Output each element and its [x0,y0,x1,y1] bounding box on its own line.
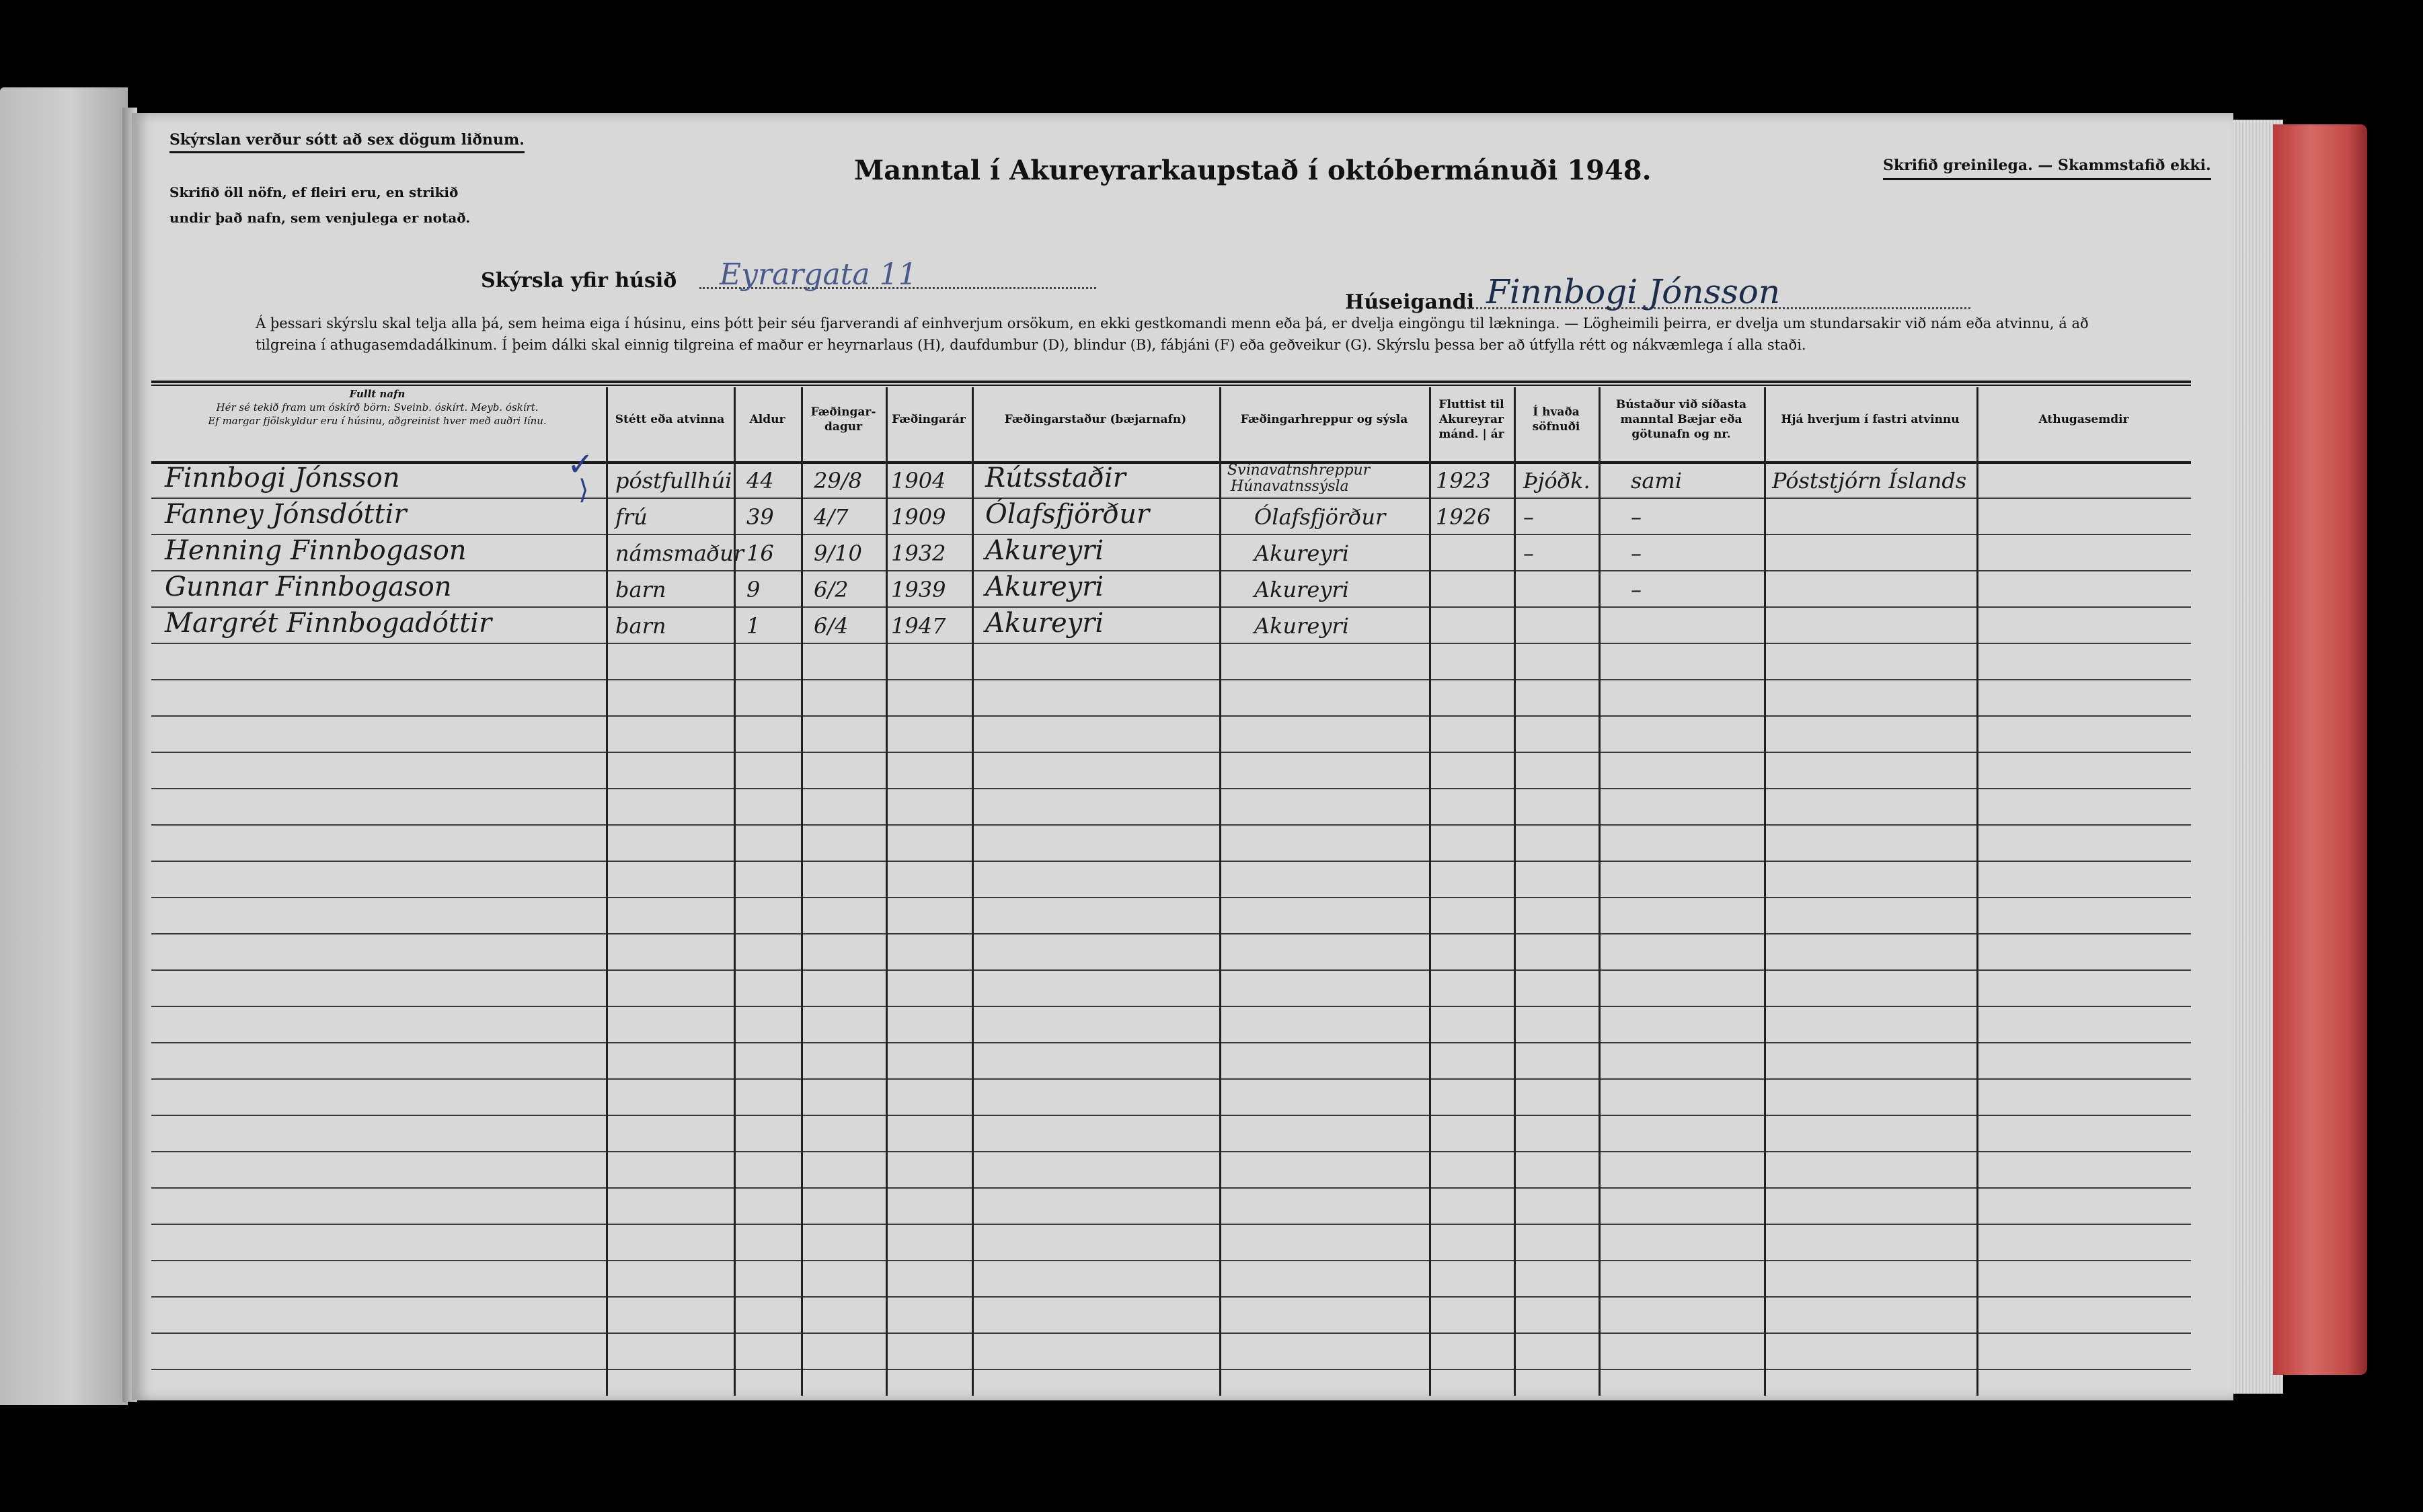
write-clearly-note: Skrifið greinilega. — Skammstafið ekki. [1883,157,2211,180]
employer-cell: Póststjórn Íslands [1772,468,1967,493]
check-mark: ✓ [567,446,594,483]
birthplace-cell: Akureyri [985,571,1104,602]
row-rule [151,1115,2191,1116]
birthplace-cell: Akureyri [985,608,1104,639]
congregation-column-header: Í hvaða söfnuði [1532,405,1580,434]
submission-note: Skýrslan verður sótt að sex dögum liðnum. [169,131,525,153]
birthday-cell: 29/8 [814,468,862,493]
row-rule [151,1296,2191,1298]
moved-cell [1436,531,1510,566]
birthplace-column-header: Fæðingarstaður (bæjarnafn) [1004,413,1187,426]
row-rule [151,1078,2191,1080]
birthyear-column-header: Fæðingarár [892,413,966,426]
header-top-rule [151,381,2191,383]
form-instructions: Á þessari skýrslu skal telja alla þá, sem heima eiga í húsinu, eins þótt þeir séu fjarverandi af einhverjum orsökum, en ekki gestkomandi menn eða þá, er dvelja eingöngu til lækninga. — Lögheimili þeirra, er dvelja um stundarsakir við nám eða atvinnu, á að tilgreina í athugasemdadálkinum. Í þeim dálki skal einnig tilgreina ef maður er heyrnarlaus (H), daufdumbur (D), blindur (B), fábjáni (F) eða geðveikur (G). Skýrslu þessa ber að útfylla rétt og nákvæmlega í alla staði. [256,315,2089,353]
birthday-cell: 4/7 [814,504,849,530]
employer-column-header: Hjá hverjum í fastri atvinnu [1781,413,1960,426]
occupation-cell: barn [615,577,666,602]
row-rule [151,1332,2191,1334]
moved-cell: 1923 [1436,468,1491,493]
house-label: Skýrsla yfir húsið [481,269,677,292]
birthparish-cell: Akureyri [1254,577,1349,602]
birthyear-cell: 1932 [891,541,946,566]
birthday-column-header: Fæðingar-dagur [810,405,876,434]
row-rule [151,643,2191,644]
row-rule [151,969,2191,971]
column-rule [886,387,888,1396]
age-cell: 9 [746,577,761,602]
row-rule [151,1369,2191,1370]
birthyear-cell: 1939 [891,577,946,602]
name-column-note-2: Ef margar fjölskyldur eru í húsinu, aðgreinist hver með auðri línu. [208,415,547,427]
owner-label: Húseigandi [1345,290,1475,314]
last-residence-column-header: Bústaður við síðasta manntal Bæjar eða götunafn og nr. [1615,398,1747,441]
name-column-header [155,387,599,428]
last-residence-cell: – [1631,577,1642,602]
column-rule [1976,387,1978,1396]
column-rule [1429,387,1431,1396]
moved-cell: 1926 [1436,504,1491,530]
names-note-line-2: undir það nafn, sem venjulega er notað. [169,210,471,226]
remarks-column-header: Athugasemdir [2038,413,2129,426]
age-cell: 39 [746,504,774,530]
row-rule [151,679,2191,680]
occupation-cell: námsmaður [615,541,744,566]
row-rule [151,933,2191,934]
row-rule [151,1187,2191,1189]
person-name: Henning Finnbogason [165,535,467,566]
house-value-handwritten: Eyrargata 11 [699,257,1096,289]
names-note-line-1: Skrifið öll nöfn, ef fleiri eru, en strikið [169,184,459,200]
row-rule [151,1042,2191,1043]
row-rule [151,861,2191,862]
age-cell: 44 [746,468,774,493]
occupation-cell: póstfullhúi [615,468,732,493]
employer-cell [1772,604,1974,639]
column-rule [972,387,974,1396]
column-rule [801,387,803,1396]
employer-cell [1772,495,1974,530]
last-residence-cell [1631,604,1752,639]
employer-cell [1772,567,1974,602]
age-column-header: Aldur [749,413,785,426]
occupation-cell: barn [615,613,666,639]
occupation-column-header: Stétt eða atvinna [615,413,725,426]
congregation-cell [1523,604,1590,639]
column-rule [1764,387,1766,1396]
row-rule [151,1260,2191,1261]
moved-cell [1436,567,1510,602]
header-top-rule [151,385,2191,386]
row-rule [151,1006,2191,1007]
birthparish-cell: Svínavatnshreppur [1227,462,1371,479]
birthyear-cell: 1909 [891,504,946,530]
row-rule [151,788,2191,789]
bracket-mark: ⟩ [578,475,589,506]
birthday-cell: 6/4 [814,613,849,639]
column-rule [606,387,608,1396]
birthparish-cell: Akureyri [1254,613,1349,639]
birthparish-cell-line-2: Húnavatnssýsla [1231,478,1349,495]
birthparish-cell: Ólafsfjörður [1254,504,1386,530]
column-rule [1514,387,1516,1396]
age-cell: 16 [746,541,774,566]
name-column-note-1: Hér sé tekið fram um óskírð börn: Sveinb. óskírt. Meyb. óskírt. [216,401,539,413]
birthparish-cell: Akureyri [1254,541,1349,566]
row-rule [151,715,2191,717]
row-rule [151,897,2191,898]
census-table [151,381,2191,1396]
moved-column-header: Fluttist til Akureyrar mánd. | ár [1438,398,1504,441]
last-residence-cell: – [1631,541,1642,566]
row-rule [151,1151,2191,1152]
birthplace-cell: Akureyri [985,535,1104,566]
person-name: Finnbogi Jónsson [165,463,400,493]
occupation-cell: frú [615,504,648,530]
birthyear-cell: 1947 [891,613,946,639]
congregation-cell: – [1523,504,1534,530]
birthday-cell: 9/10 [814,541,862,566]
person-name: Margrét Finnbogadóttir [165,608,492,639]
birthplace-cell: Rútsstaðir [985,463,1126,493]
employer-cell [1772,531,1974,566]
red-book-cover [2273,124,2367,1375]
last-residence-cell: sami [1631,468,1683,493]
congregation-cell: Þjóðk. [1523,468,1590,493]
person-name: Fanney Jónsdóttir [165,499,407,530]
moved-cell [1436,604,1510,639]
name-column-title: Fullt nafn [349,388,406,400]
person-name: Gunnar Finnbogason [165,571,452,602]
row-rule [151,1224,2191,1225]
age-cell: 1 [746,613,761,639]
form-title: Manntal í Akureyrarkaupstað í októbermánuði 1948. [854,155,1652,186]
left-page [0,87,128,1405]
column-rule [1219,387,1221,1396]
row-rule [151,824,2191,826]
row-rule [151,752,2191,753]
last-residence-cell: – [1631,504,1642,530]
owner-value-handwritten: Finnbogi Jónsson [1459,272,1970,309]
birthday-cell: 6/2 [814,577,849,602]
congregation-cell [1523,567,1590,602]
birthparish-column-header: Fæðingarhreppur og sýsla [1240,413,1408,426]
birthyear-cell: 1904 [891,468,946,493]
birthplace-cell: Ólafsfjörður [985,499,1150,530]
congregation-cell: – [1523,541,1534,566]
column-rule [1599,387,1601,1396]
